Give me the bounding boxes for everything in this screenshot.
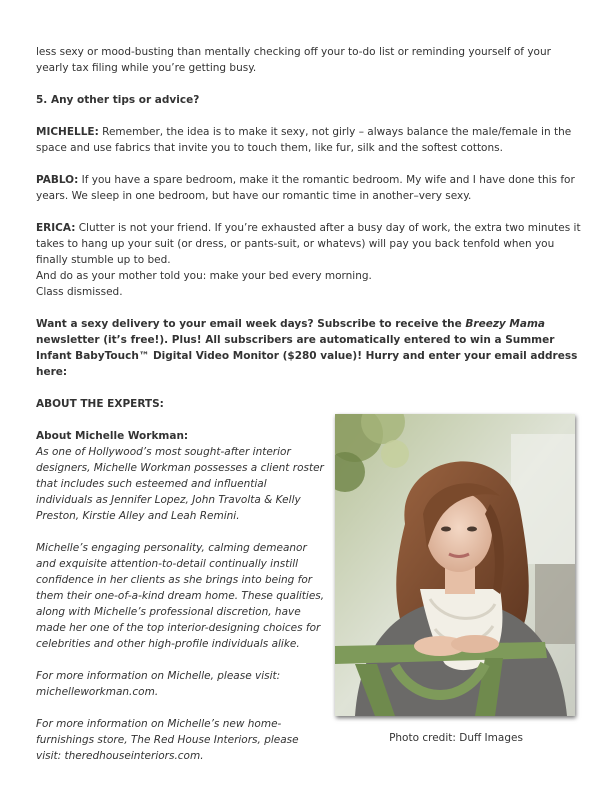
promo-brand[interactable]: Breezy Mama [465, 318, 545, 330]
newsletter-promo [36, 316, 582, 380]
pablo-answer [36, 172, 582, 204]
promo-text-2: newsletter (it’s free!). Plus! All subscribers are automatically entered to win a Summer Infant BabyTouch™ Digital Video Monitor ($280 value)! Hurry and enter your email address here: [36, 334, 578, 378]
expert-info-link-2[interactable]: For more information on Michelle’s new home-furnishings store, The Red House Interiors, please visit: theredhouseinteriors.com. [36, 718, 299, 762]
expert-info-link-1[interactable]: For more information on Michelle, please visit: michelleworkman.com. [36, 670, 281, 698]
pablo-answer-text: If you have a spare bedroom, make it the romantic bedroom. My wife and I have done this for years. We sleep in one bedroom, but have our romantic time in another–very sexy. [36, 174, 575, 202]
promo-text-1: Want a sexy delivery to your email week days? Subscribe to receive the [36, 318, 466, 330]
erica-answer-line3: Class dismissed. [36, 286, 123, 298]
expert-bio-column [36, 428, 326, 764]
pablo-label: PABLO: [36, 174, 79, 186]
expert-name-heading: About Michelle Workman: [36, 430, 189, 442]
experts-heading: ABOUT THE EXPERTS: [36, 398, 164, 410]
question-heading: 5. Any other tips or advice? [36, 94, 200, 106]
michelle-label: MICHELLE: [36, 126, 99, 138]
intro-paragraph: less sexy or mood-busting than mentally checking off your to-do list or reminding yourself of your yearly tax filing while you’re getting busy. [36, 46, 551, 74]
michelle-answer [36, 124, 582, 156]
expert-bio-paragraph-2: Michelle’s engaging personality, calming demeanor and exquisite attention-to-detail continually instill confidence in her clients as she brings into being for them their one-of-a-kind dream home. These qualities, along with Michelle’s professional discretion, have made her one of the top interior-designing choices for celebrities and other high-profile individuals alike. [36, 542, 325, 650]
erica-answer-line2: And do as your mother told you: make your bed every morning. [36, 270, 372, 282]
expert-bio-paragraph-1: As one of Hollywood’s most sought-after interior designers, Michelle Workman possesses a client roster that includes such esteemed and influential individuals as Jennifer Lopez, John Travolta & Kelly Preston, Kirstie Alley and Leah Remini. [36, 446, 324, 522]
photo-credit-caption: Photo credit: Duff Images [389, 732, 523, 744]
erica-answer [36, 220, 582, 268]
expert-photo-block [335, 414, 577, 746]
expert-portrait-photo [335, 414, 575, 716]
erica-label: ERICA: [36, 222, 76, 234]
michelle-answer-text: Remember, the idea is to make it sexy, not girly – always balance the male/female in the space and use fabrics that invite you to touch them, like fur, silk and the softest cottons. [36, 126, 572, 154]
article-body [36, 44, 582, 780]
erica-answer-text: Clutter is not your friend. If you’re exhausted after a busy day of work, the extra two minutes it takes to hang up your suit (or dress, or pants-suit, or whatevs) will pay you back tenfold when you finally stumble up to bed. [36, 222, 581, 266]
